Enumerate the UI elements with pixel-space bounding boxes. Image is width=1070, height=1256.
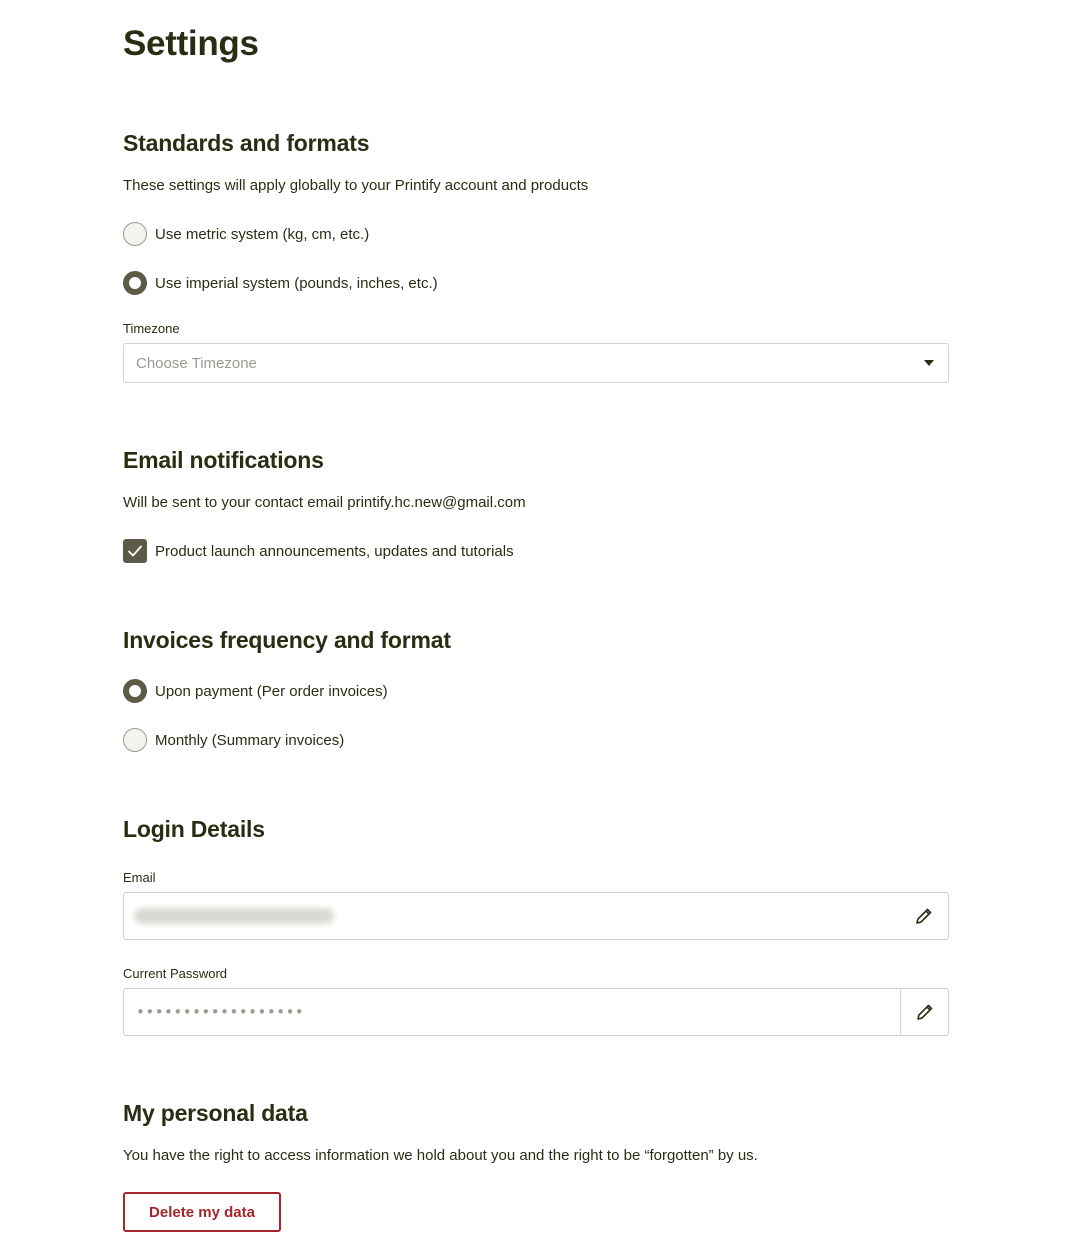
checkmark-icon <box>127 544 143 558</box>
edit-email-button[interactable] <box>904 893 944 939</box>
monthly-radio[interactable] <box>123 728 147 752</box>
product-launch-checkbox-label: Product launch announcements, updates and tutorials <box>155 542 514 560</box>
password-field[interactable] <box>123 988 949 1036</box>
email-notifications-description: Will be sent to your contact email printify.hc.new@gmail.com <box>123 494 526 511</box>
email-field[interactable] <box>123 892 949 940</box>
upon-payment-radio-option[interactable] <box>123 679 388 703</box>
login-heading: Login Details <box>123 816 265 842</box>
monthly-radio-option[interactable] <box>123 728 344 752</box>
email-value-redacted <box>134 908 334 924</box>
monthly-radio-label: Monthly (Summary invoices) <box>155 731 345 749</box>
password-label: Current Password <box>123 966 228 981</box>
timezone-label: Timezone <box>123 321 180 336</box>
metric-radio-option[interactable] <box>123 222 369 246</box>
imperial-radio-label: Use imperial system (pounds, inches, etc.) <box>155 274 438 292</box>
page-title: Settings <box>123 24 259 63</box>
email-label: Email <box>123 870 156 885</box>
upon-payment-radio[interactable] <box>123 679 147 703</box>
email-notifications-heading: Email notifications <box>123 447 324 473</box>
password-mask: •••••••••••••••••• <box>136 1003 305 1021</box>
personal-data-description: You have the right to access information we hold about you and the right to be “forgotten” by us. <box>123 1147 758 1164</box>
timezone-select[interactable] <box>123 343 949 383</box>
delete-my-data-button[interactable]: Delete my data <box>123 1192 281 1232</box>
timezone-placeholder: Choose Timezone <box>136 354 257 372</box>
product-launch-checkbox[interactable] <box>123 539 147 563</box>
standards-description: These settings will apply globally to your Printify account and products <box>123 177 589 194</box>
pencil-icon <box>914 906 934 926</box>
edit-password-button[interactable] <box>900 989 948 1035</box>
metric-radio[interactable] <box>123 222 147 246</box>
standards-heading: Standards and formats <box>123 130 370 156</box>
upon-payment-radio-label: Upon payment (Per order invoices) <box>155 682 388 700</box>
imperial-radio[interactable] <box>123 271 147 295</box>
product-launch-checkbox-option[interactable] <box>123 539 514 563</box>
invoices-heading: Invoices frequency and format <box>123 627 451 653</box>
metric-radio-label: Use metric system (kg, cm, etc.) <box>155 225 370 243</box>
pencil-icon <box>915 1002 935 1022</box>
imperial-radio-option[interactable] <box>123 271 438 295</box>
caret-down-icon <box>924 360 934 366</box>
personal-data-heading: My personal data <box>123 1100 308 1126</box>
